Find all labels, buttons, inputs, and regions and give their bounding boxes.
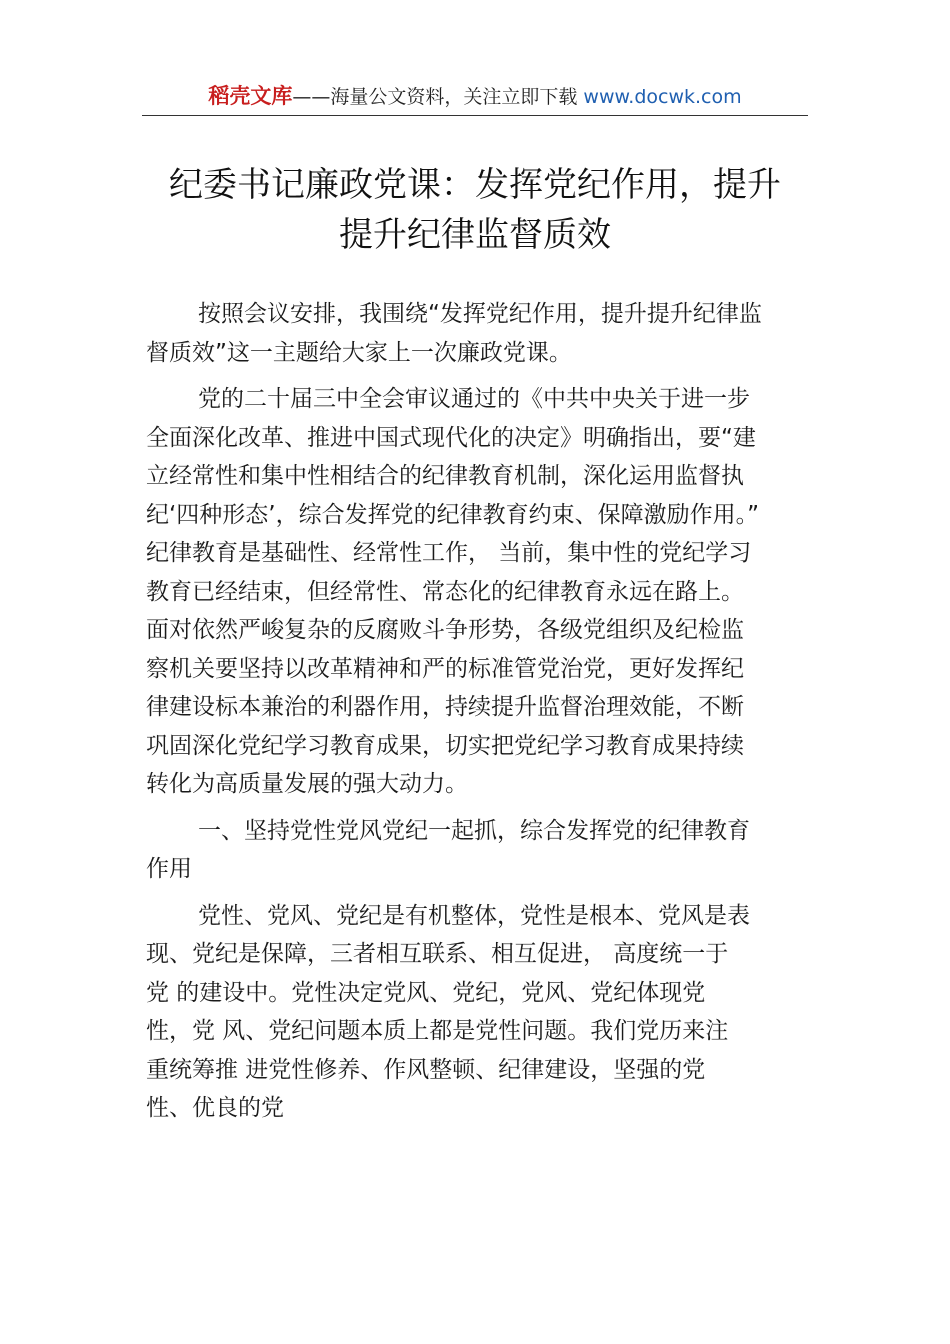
paragraph-line: 全面深化改革、推进中国式现代化的决定》明确指出，要“建: [146, 424, 756, 451]
site-header: [142, 80, 808, 113]
heading-line: 一、坚持党性党风党纪一起抓，综合发挥党的纪律教育: [198, 817, 750, 844]
paragraph-section-1: [146, 897, 808, 1128]
paragraph-line: 性，党 风、党纪问题本质上都是党性问题。我们党历来注: [146, 1018, 729, 1044]
paragraph-line: 面对依然严峻复杂的反腐败斗争形势，各级党组织及纪检监: [146, 617, 744, 643]
paragraph-line: 纪‘四种形态’，综合发挥党的纪律教育约束、保障激励作用。”: [146, 501, 760, 528]
paragraph-line: 党 的建设中。党性决定党风、党纪，党风、党纪体现党: [146, 979, 706, 1006]
paragraph-line: 督质效”这一主题给大家上一次廉政党课。: [146, 339, 572, 366]
paragraph-background: [146, 380, 808, 804]
title-line-2: 提升纪律监督质效: [339, 215, 611, 255]
paragraph-line: 巩固深化党纪学习教育成果，切实把党纪学习教育成果持续: [146, 732, 744, 759]
document-body: [146, 295, 808, 1136]
title-line-1: 纪委书记廉政党课：发挥党纪作用，提升: [169, 165, 781, 205]
paragraph-line: 转化为高质量发展的强大动力。: [146, 771, 468, 797]
site-url-link[interactable]: www.docwk.com: [583, 86, 742, 108]
paragraph-line: 按照会议安排，我围绕“发挥党纪作用，提升提升纪律监: [198, 301, 762, 327]
paragraph-line: 现、党纪是保障，三者相互联系、相互促进， 高度统一于: [146, 941, 729, 967]
document-title: [142, 160, 808, 260]
paragraph-line: 性、优良的党: [146, 1095, 284, 1121]
paragraph-line: 重统筹推 进党性修养、作风整顿、纪律建设，坚强的党: [146, 1056, 706, 1083]
paragraph-line: 纪律教育是基础性、经常性工作， 当前，集中性的党纪学习: [146, 540, 752, 566]
paragraph-line: 党性、党风、党纪是有机整体，党性是根本、党风是表: [198, 902, 750, 929]
paragraph-line: 察机关要坚持以改革精神和严的标准管党治党，更好发挥纪: [146, 655, 744, 682]
header-divider: [142, 115, 808, 116]
paragraph-intro: [146, 295, 808, 372]
heading-line: 作用: [146, 856, 192, 882]
paragraph-line: 教育已经结束，但经常性、常态化的纪律教育永远在路上。: [146, 578, 744, 605]
paragraph-line: 党的二十届三中全会审议通过的《中共中央关于进一步: [198, 386, 750, 412]
paragraph-line: 律建设标本兼治的利器作用，持续提升监督治理效能，不断: [146, 694, 744, 720]
section-heading-1: [146, 812, 808, 889]
brand-name: 稻壳文库: [208, 84, 293, 108]
header-tagline: ——海量公文资料，关注立即下载: [292, 86, 584, 108]
paragraph-line: 立经常性和集中性相结合的纪律教育机制，深化运用监督执: [146, 463, 744, 489]
